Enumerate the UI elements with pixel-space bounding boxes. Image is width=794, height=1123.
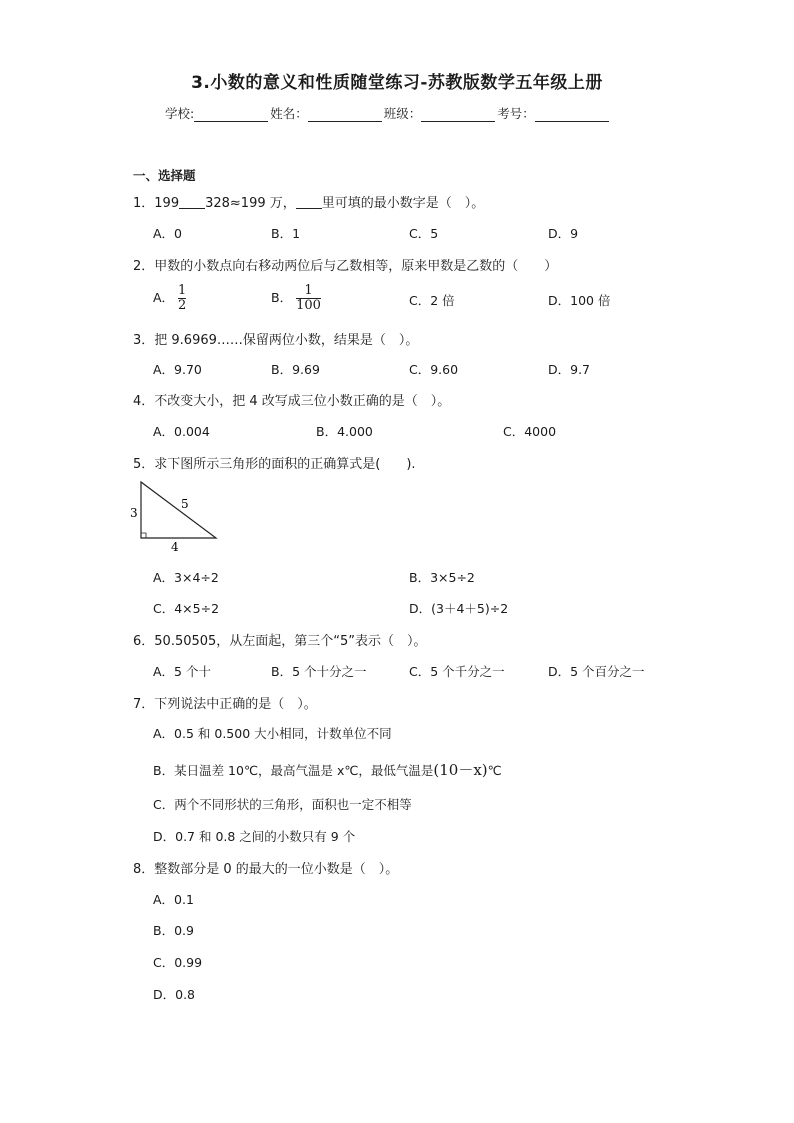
q6-option-d[interactable]: D．5 个百分之一 [548, 664, 645, 679]
question-1-middle: 328≈199 万， [205, 196, 296, 211]
fill-blank [179, 196, 205, 209]
fraction-denominator: 2 [178, 298, 187, 313]
question-7: 7．下列说法中正确的是（ ）。 [133, 697, 317, 712]
triangle-side-bottom: 4 [171, 540, 179, 554]
q8-option-b[interactable]: B．0.9 [153, 923, 194, 938]
name-label: 姓名： [270, 106, 308, 121]
question-2: 2．甲数的小数点向右移动两位后与乙数相等，原来甲数是乙数的（ ） [133, 259, 558, 274]
section-heading: 一、选择题 [133, 168, 196, 183]
q5-option-a[interactable]: A．3×4÷2 [153, 570, 219, 585]
school-blank[interactable] [194, 107, 268, 122]
question-8: 8．整数部分是 0 的最大的一位小数是（ ）。 [133, 862, 399, 877]
q7-option-b-text: B．某日温差 10℃，最高气温是 x℃，最低气温是 [153, 763, 434, 778]
right-triangle-figure [126, 480, 226, 556]
fraction-denominator: 100 [296, 298, 321, 313]
q2-option-b[interactable] [271, 284, 321, 313]
q7-option-b-unit: ℃ [487, 763, 502, 778]
q2-option-b-label: B． [271, 290, 293, 305]
class-blank[interactable] [421, 107, 495, 122]
triangle-side-hypotenuse: 5 [181, 497, 189, 511]
q6-option-c[interactable]: C．5 个千分之一 [409, 664, 505, 679]
fraction-numerator: 1 [178, 283, 187, 298]
fraction-one-hundredth [296, 284, 321, 313]
q7-option-c[interactable]: C．两个不同形状的三角形，面积也一定不相等 [153, 797, 412, 812]
q7-option-d[interactable]: D．0.7 和 0.8 之间的小数只有 9 个 [153, 829, 356, 844]
q2-option-c[interactable]: C．2 倍 [409, 293, 455, 308]
question-4: 4．不改变大小，把 4 改写成三位小数正确的是（ ）。 [133, 394, 451, 409]
q5-option-c[interactable]: C．4×5÷2 [153, 601, 220, 616]
q1-option-c[interactable]: C．5 [409, 226, 439, 241]
question-1-suffix: 里可填的最小数字是（ ）。 [321, 196, 485, 211]
q4-option-a[interactable]: A．0.004 [153, 424, 210, 439]
question-5: 5．求下图所示三角形的面积的正确算式是( ). [133, 457, 416, 472]
fraction-one-half [178, 284, 186, 313]
right-angle-mark [141, 533, 146, 538]
q2-option-d[interactable]: D．100 倍 [548, 293, 611, 308]
fill-blank [296, 196, 322, 209]
q1-option-a[interactable]: A．0 [153, 226, 183, 241]
q8-option-a[interactable]: A．0.1 [153, 892, 194, 907]
q3-option-a[interactable]: A．9.70 [153, 362, 202, 377]
q4-option-c[interactable]: C．4000 [503, 424, 557, 439]
q4-option-b[interactable]: B．4.000 [316, 424, 373, 439]
question-1 [133, 192, 484, 211]
number-label: 考号： [497, 106, 535, 121]
student-info-row [165, 104, 611, 122]
q1-option-b[interactable]: B．1 [271, 226, 301, 241]
question-6: 6．50.50505，从左面起，第三个“5”表示（ ）。 [133, 634, 427, 649]
q8-option-c[interactable]: C．0.99 [153, 955, 203, 970]
triangle-side-left: 3 [130, 506, 138, 520]
q2-option-a-label: A． [153, 290, 175, 305]
q2-option-a[interactable] [153, 284, 186, 313]
q3-option-d[interactable]: D．9.7 [548, 362, 591, 377]
q3-option-c[interactable]: C．9.60 [409, 362, 459, 377]
q8-option-d[interactable]: D．0.8 [153, 987, 196, 1002]
page-title: 3.小数的意义和性质随堂练习-苏教版数学五年级上册 [191, 73, 603, 93]
q1-option-d[interactable]: D．9 [548, 226, 579, 241]
q7-option-a[interactable]: A．0.5 和 0.500 大小相同，计数单位不同 [153, 726, 392, 741]
q7-option-b[interactable] [153, 759, 502, 780]
question-3: 3．把 9.6969……保留两位小数，结果是（ ）。 [133, 333, 419, 348]
fraction-numerator: 1 [304, 283, 313, 298]
q7-option-b-expression: (10－x) [433, 761, 488, 779]
school-label: 学校: [165, 106, 195, 121]
question-1-prefix: 1．199 [133, 196, 180, 211]
q6-option-b[interactable]: B．5 个十分之一 [271, 664, 367, 679]
triangle-shape [141, 482, 216, 538]
class-label: 班级： [383, 106, 422, 121]
q5-option-d[interactable]: D．(3＋4＋5)÷2 [409, 601, 509, 616]
q3-option-b[interactable]: B．9.69 [271, 362, 320, 377]
number-blank[interactable] [535, 107, 609, 122]
q6-option-a[interactable]: A．5 个十 [153, 664, 211, 679]
q5-option-b[interactable]: B．3×5÷2 [409, 570, 475, 585]
name-blank[interactable] [308, 107, 382, 122]
